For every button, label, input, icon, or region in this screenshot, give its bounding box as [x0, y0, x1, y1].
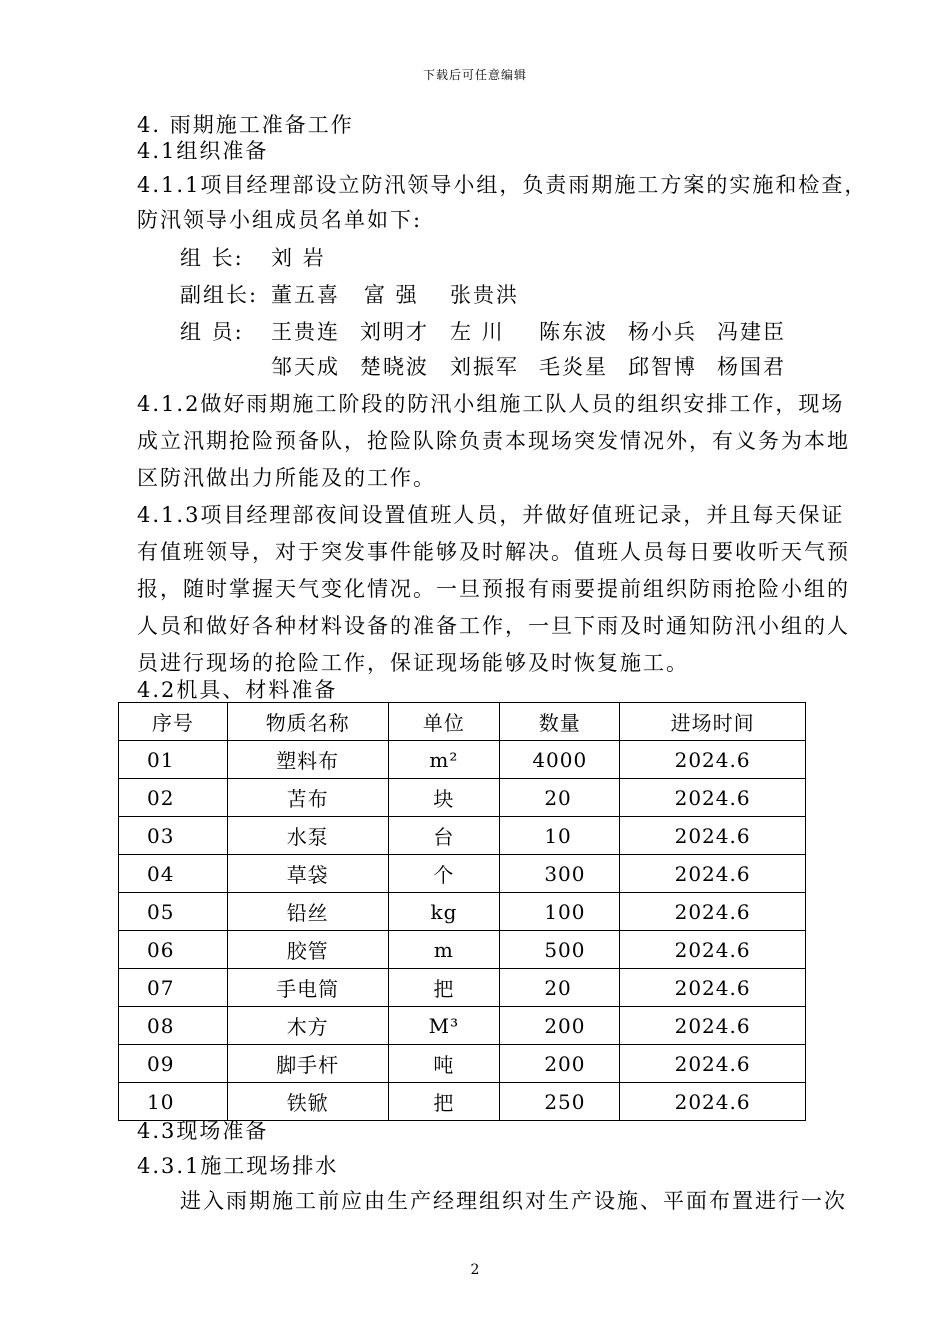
- section-4-1-2-line-3: 区防汛做出力所能及的工作。: [137, 466, 436, 490]
- cell-unit: M³: [388, 1007, 500, 1045]
- table-header-row: [119, 703, 806, 741]
- table-row: [119, 893, 806, 931]
- member-name: 刘明才: [360, 320, 429, 344]
- cell-arrival-time: 2024.6: [620, 893, 806, 931]
- member-name: 杨小兵: [628, 320, 697, 344]
- cell-unit: 个: [388, 855, 500, 893]
- cell-name: 苫布: [227, 779, 388, 817]
- header-arrival-time: 进场时间: [620, 703, 806, 741]
- cell-name: 手电筒: [227, 969, 388, 1007]
- cell-unit: 块: [388, 779, 500, 817]
- section-4-3-title: 4.3现场准备: [137, 1119, 269, 1143]
- section-4-1-3-line-4: 人员和做好各种材料设备的准备工作，一旦下雨及时通知防汛小组的人: [137, 614, 850, 638]
- member-name: 邱智博: [628, 355, 697, 379]
- deputy-name: 董五喜: [271, 283, 340, 307]
- section-4-title: 4. 雨期施工准备工作: [137, 113, 354, 137]
- table-row: [119, 741, 806, 779]
- cell-quantity: 10: [500, 817, 620, 855]
- page-header: 下载后可任意编辑: [422, 68, 527, 82]
- cell-quantity: 200: [500, 1045, 620, 1083]
- cell-arrival-time: 2024.6: [620, 779, 806, 817]
- cell-quantity: 250: [500, 1083, 620, 1121]
- table-row: [119, 931, 806, 969]
- member-name: 王贵连: [271, 320, 340, 344]
- member-name: 杨国君: [717, 355, 786, 379]
- deputy-name: 张贵洪: [450, 283, 519, 307]
- cell-quantity: 500: [500, 931, 620, 969]
- member-name: 左 川: [450, 320, 505, 344]
- section-4-1-3-line-5: 员进行现场的抢险工作，保证现场能够及时恢复施工。: [137, 651, 689, 675]
- member-label: 组 员:: [180, 320, 244, 344]
- cell-index: 08: [119, 1007, 228, 1045]
- cell-quantity: 200: [500, 1007, 620, 1045]
- member-name: 毛炎星: [539, 355, 608, 379]
- cell-name: 铅丝: [227, 893, 388, 931]
- cell-name: 塑料布: [227, 741, 388, 779]
- cell-arrival-time: 2024.6: [620, 1045, 806, 1083]
- table-row: [119, 855, 806, 893]
- member-name: 邹天成: [271, 355, 340, 379]
- cell-unit: m²: [388, 741, 500, 779]
- table-row: [119, 1007, 806, 1045]
- cell-index: 05: [119, 893, 228, 931]
- cell-quantity: 100: [500, 893, 620, 931]
- header-quantity: 数量: [500, 703, 620, 741]
- cell-name: 水泵: [227, 817, 388, 855]
- member-name: 冯建臣: [717, 320, 786, 344]
- cell-quantity: 20: [500, 969, 620, 1007]
- section-4-1-3-line-2: 有值班领导，对于突发事件能够及时解决。值班人员每日要收听天气预: [137, 540, 850, 564]
- cell-arrival-time: 2024.6: [620, 931, 806, 969]
- cell-index: 09: [119, 1045, 228, 1083]
- table-row: [119, 817, 806, 855]
- cell-arrival-time: 2024.6: [620, 1007, 806, 1045]
- section-4-3-1-paragraph: 进入雨期施工前应由生产经理组织对生产设施、平面布置进行一次: [180, 1189, 847, 1213]
- cell-index: 02: [119, 779, 228, 817]
- cell-index: 03: [119, 817, 228, 855]
- section-4-3-1-title: 4.3.1施工现场排水: [137, 1154, 339, 1178]
- section-4-1-1-line-1: 4.1.1项目经理部设立防汛领导小组，负责雨期施工方案的实施和检查，: [137, 173, 868, 197]
- table-row: [119, 779, 806, 817]
- cell-name: 胶管: [227, 931, 388, 969]
- page-number: 2: [470, 1262, 480, 1278]
- cell-quantity: 300: [500, 855, 620, 893]
- section-4-1-1-line-2: 防汛领导小组成员名单如下:: [137, 208, 423, 232]
- header-name: 物质名称: [227, 703, 388, 741]
- materials-table: [118, 702, 806, 1121]
- cell-unit: 把: [388, 969, 500, 1007]
- cell-quantity: 4000: [500, 741, 620, 779]
- cell-index: 07: [119, 969, 228, 1007]
- table-row: [119, 1045, 806, 1083]
- section-4-1-3-line-3: 报，随时掌握天气变化情况。一旦预报有雨要提前组织防雨抢险小组的: [137, 577, 850, 601]
- cell-arrival-time: 2024.6: [620, 1083, 806, 1121]
- table-row: [119, 969, 806, 1007]
- leader-label: 组 长:: [180, 246, 244, 270]
- member-name: 楚晓波: [360, 355, 429, 379]
- cell-unit: 把: [388, 1083, 500, 1121]
- deputy-label: 副组长:: [180, 283, 259, 307]
- member-name: 刘振军: [450, 355, 519, 379]
- header-unit: 单位: [388, 703, 500, 741]
- cell-index: 01: [119, 741, 228, 779]
- cell-quantity: 20: [500, 779, 620, 817]
- section-4-2-title: 4.2机具、材料准备: [137, 678, 338, 702]
- table-row: [119, 1083, 806, 1121]
- cell-arrival-time: 2024.6: [620, 741, 806, 779]
- header-index: 序号: [119, 703, 228, 741]
- cell-unit: 吨: [388, 1045, 500, 1083]
- section-4-1-3-line-1: 4.1.3项目经理部夜间设置值班人员，并做好值班记录，并且每天保证: [137, 503, 845, 527]
- cell-name: 铁锨: [227, 1083, 388, 1121]
- cell-arrival-time: 2024.6: [620, 855, 806, 893]
- cell-arrival-time: 2024.6: [620, 817, 806, 855]
- member-name: 陈东波: [539, 320, 608, 344]
- cell-index: 04: [119, 855, 228, 893]
- cell-name: 木方: [227, 1007, 388, 1045]
- section-4-1-2-line-2: 成立汛期抢险预备队，抢险队除负责本现场突发情况外，有义务为本地: [137, 429, 850, 453]
- section-4-1-2-line-1: 4.1.2做好雨期施工阶段的防汛小组施工队人员的组织安排工作，现场: [137, 392, 845, 416]
- cell-unit: 台: [388, 817, 500, 855]
- leader-name: 刘 岩: [271, 246, 326, 270]
- deputy-name: 富 强: [364, 283, 419, 307]
- cell-name: 草袋: [227, 855, 388, 893]
- cell-name: 脚手杆: [227, 1045, 388, 1083]
- cell-unit: kg: [388, 893, 500, 931]
- cell-index: 10: [119, 1083, 228, 1121]
- cell-index: 06: [119, 931, 228, 969]
- cell-unit: m: [388, 931, 500, 969]
- section-4-1-title: 4.1组织准备: [137, 139, 269, 163]
- cell-arrival-time: 2024.6: [620, 969, 806, 1007]
